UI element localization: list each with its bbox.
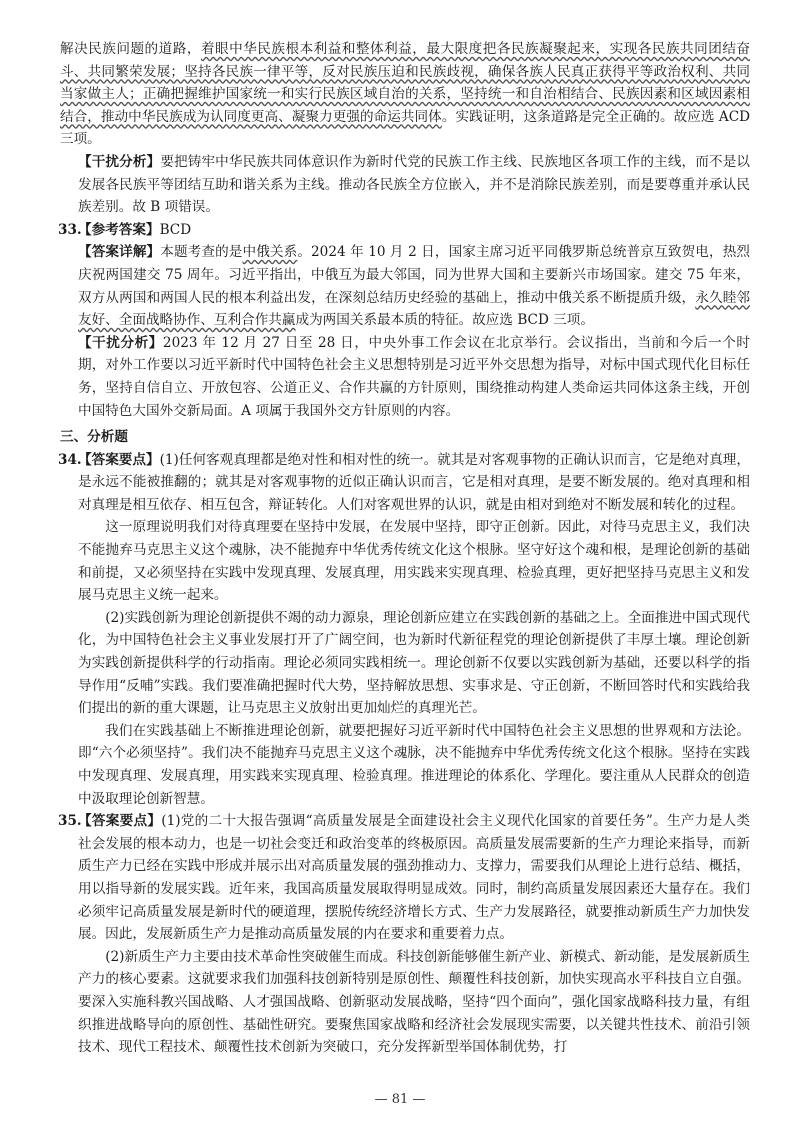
text: (1)党的二十大报告强调“高质量发展是全面建设社会主义现代化国家的首要任务”。生产力是人类社会发展的根本动力，也是一切社会变迁和政治变革的终极原因。高质量发展需要新的生产力理论来指导，而新质生产力已经在实践中形成并展示出对高质量发展的强劲推动力、支撑力，需要我们从理论上进行总结、概括，用以指导新的发展实践。近年来，我国高质量发展取得明显成效。同时，制约高质量发展因素还大量存在。我们必须牢记高质量发展是新时代的硬道理，摆脱传统经济增长方式、生产力发展路径，就要推动新质生产力加快发展。因此，发展新质生产力是推动高质量发展的内在要求和重要着力点。	[78, 813, 751, 943]
answer-point-1	[78, 810, 750, 946]
emphasized-text: 着眼中华民族根本利益和整体利益，最大限度把各民族凝聚起来，实现各民族共同团结奋斗、共同繁荣发展；坚持各民族一律平等，反对民族压迫和民族歧视，确保各族人民真正获得平等政治权利、共同当家做主人；正确把握维护国家统一和实行民族区域自治的关系，坚持统一和自治相结合、民族因素和区域因素相结合，推动中华民族成为认同度更高、凝聚力更强的命运共同体	[60, 41, 751, 125]
interference-analysis	[60, 151, 750, 219]
question-34	[60, 449, 750, 811]
text: 。2024 年 10 月 2 日，国家主席习近平同俄罗斯总统普京互致贺电，热烈庆祝两国建交 75 周年。习近平指出，中俄互为最大邻国，同为世界大国和主要新兴市场国家。建交 75 年来，双方从两国和两国人民的根本利益出发，在深刻总结历史经验的基础上，推动中俄关系不断提质升级，	[78, 244, 751, 306]
label-tag: 【干扰分析】	[78, 334, 163, 351]
label-tag: 【答案要点】	[78, 813, 162, 830]
emphasized-text: 中俄关系	[242, 244, 298, 261]
question-number: 33.	[58, 221, 82, 238]
reference-answer	[78, 219, 750, 242]
page-number: — 81 —	[374, 1092, 426, 1107]
label-tag: 【答案要点】	[78, 451, 160, 468]
document-page	[60, 38, 750, 1059]
answer-paragraph: 这一原理说明我们对待真理要在坚持中发展，在发展中坚持，即守正创新。因此，对待马克思主义，我们决不能抛弃马克思主义这个魂脉，决不能抛弃中华优秀传统文化这个根脉。坚守好这个魂和根，是理论创新的基础和前提，又必须坚持在实践中发现真理、发展真理，用实践来实现真理、检验真理，更好把坚持马克思主义和发展马克思主义统一起来。	[78, 519, 750, 604]
text: 2023 年 12 月 27 日至 28 日，中央外事工作会议在北京举行。会议指出，当前和今后一个时期，对外工作要以习近平新时代中国特色社会主义思想特别是习近平外交思想为指导，对标中国式现代化目标任务，坚持自信自立、开放包容、公道正义、合作共赢的方针原则，围绕推动构建人类命运共同体这条主线，开创中国特色大国外交新局面。A 项属于我国外交方针原则的内容。	[78, 334, 751, 419]
question-33	[60, 219, 750, 422]
question-number: 34.	[58, 451, 82, 468]
question-number: 35.	[58, 813, 82, 830]
answer-paragraph: 我们在实践基础上不断推进理论创新，就要把握好习近平新时代中国特色社会主义思想的世界观和方法论。即“六个必须坚持”。我们决不能抛弃马克思主义这个魂脉，决不能抛弃中华优秀传统文化这个根脉。坚持在实践中发现真理、发展真理，用实践来实现真理、检验真理。推进理论的体系化、学理化。要注重从人民群众的创造中汲取理论创新智慧。	[78, 722, 750, 807]
answer-value: BCD	[159, 221, 192, 238]
section-heading: 三、分析题	[60, 429, 128, 446]
answer-point-1	[78, 449, 750, 517]
emphasized-text: 永久睦邻友好、全面战略协作、互利合作共赢	[78, 289, 751, 329]
interference-analysis	[78, 332, 750, 422]
text: 本题考查的是	[160, 244, 243, 261]
label-tag: 【干扰分析】	[78, 153, 161, 170]
label-tag: 【答案详解】	[78, 244, 161, 261]
answer-point-2: (2)新质生产力主要由技术革命性突破催生而成。科技创新能够催生新产业、新模式、新动能，是发展新质生产力的核心要素。这就要求我们加强科技创新特别是原创性、颠覆性科技创新，加快实现高水平科技自立自强。要深入实施科教兴国战略、人才强国战略、创新驱动发展战略，坚持“四个面向”，强化国家战略科技力量，有组织推进战略导向的原创性、基础性研究。要聚焦国家战略和经济社会发展现实需要，以关键共性技术、前沿引领技术、现代工程技术、颠覆性技术创新为突破口，充分发挥新型举国体制优势，打	[78, 948, 750, 1056]
answer-point-2: (2)实践创新为理论创新提供不竭的动力源泉，理论创新应建立在实践创新的基础之上。全面推进中国式现代化，为中国特色社会主义事业发展打开了广阔空间，也为新时代新征程党的理论创新提供了丰厚土壤。理论创新为实践创新提供科学的行动指南。理论必须同实践相统一。理论创新不仅要以实践创新为基础，还要以科学的指导作用“反哺”实践。我们要准确把握时代大势，坚持解放思想、实事求是、守正创新，不断回答时代和实践给我们提出的新的重大课题，让马克思主义放射出更加灿烂的真理光芒。	[78, 609, 750, 717]
text: 解决民族问题的道路，	[60, 41, 201, 57]
text: 要把铸牢中华民族共同体意识作为新时代党的民族工作主线、民族地区各项工作的主线，而不是以发展各民族平等团结互助和谐关系为主线。推动各民族全方位嵌入，并不是消除民族差别，而是要尊重并承认民族差别。故 B 项错误。	[78, 153, 751, 216]
question-35	[60, 810, 750, 1059]
paragraph-continuation	[60, 38, 750, 151]
answer-detail	[78, 241, 750, 331]
text: 成为两国关系最本质的特征。故应选 BCD 三项。	[295, 312, 594, 329]
text: (1)任何客观真理都是绝对性和相对性的统一。就其是对客观事物的正确认识而言，它是绝对真理，是永远不能被推翻的；就其是对客观事物的近似正确认识而言，它是相对真理，是要不断发展的。绝对真理和相对真理是相互依存、相互包含，辩证转化。人们对客观世界的认识，就是由相对到绝对不断发展和转化的过程。	[78, 451, 750, 513]
label-tag: 【参考答案】	[78, 221, 160, 238]
text: 。实践证明，这条道路是完全正确的。故应选 ACD 三项。	[60, 108, 751, 148]
